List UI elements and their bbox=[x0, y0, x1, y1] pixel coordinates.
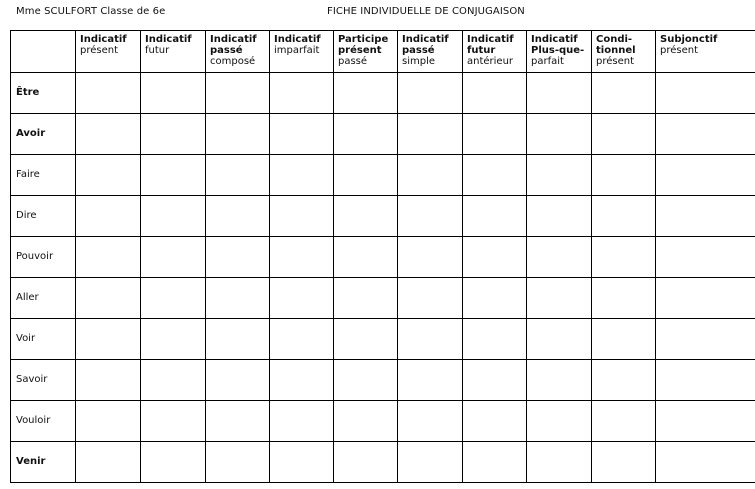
conjugation-answer-cell bbox=[527, 278, 592, 319]
conjugation-answer-cell bbox=[656, 442, 755, 483]
tense-header-line: Condi- bbox=[596, 34, 633, 45]
conjugation-answer-cell bbox=[527, 114, 592, 155]
tense-header-line: Subjonctif bbox=[660, 34, 718, 45]
conjugation-answer-cell bbox=[398, 73, 463, 114]
conjugation-answer-cell bbox=[141, 73, 206, 114]
conjugation-answer-cell bbox=[334, 237, 398, 278]
conjugation-answer-cell bbox=[656, 319, 755, 360]
table-header-row bbox=[11, 31, 755, 73]
worksheet-title: FICHE INDIVIDUELLE DE CONJUGAISON bbox=[327, 6, 525, 17]
conjugation-answer-cell bbox=[656, 73, 755, 114]
conjugation-answer-cell bbox=[141, 319, 206, 360]
conjugation-answer-cell bbox=[527, 360, 592, 401]
conjugation-answer-cell bbox=[592, 278, 656, 319]
tense-header-line: Indicatif bbox=[80, 34, 127, 45]
conjugation-answer-cell bbox=[141, 442, 206, 483]
tense-header-line: présent bbox=[338, 45, 382, 56]
conjugation-answer-cell bbox=[527, 401, 592, 442]
tense-header-line: présent bbox=[660, 45, 699, 56]
conjugation-answer-cell bbox=[592, 155, 656, 196]
conjugation-answer-cell bbox=[656, 360, 755, 401]
tense-column-header bbox=[76, 31, 141, 73]
conjugation-answer-cell bbox=[334, 155, 398, 196]
conjugation-answer-cell bbox=[463, 73, 527, 114]
conjugation-answer-cell bbox=[270, 278, 334, 319]
conjugation-answer-cell bbox=[527, 442, 592, 483]
conjugation-answer-cell bbox=[463, 155, 527, 196]
conjugation-answer-cell bbox=[656, 401, 755, 442]
tense-header-line: présent bbox=[596, 56, 635, 67]
conjugation-answer-cell bbox=[76, 401, 141, 442]
conjugation-answer-cell bbox=[592, 196, 656, 237]
conjugation-answer-cell bbox=[398, 237, 463, 278]
verb-row bbox=[11, 114, 755, 155]
conjugation-answer-cell bbox=[206, 278, 270, 319]
tense-header-line: futur bbox=[467, 45, 496, 56]
tense-header-line: simple bbox=[402, 56, 436, 67]
conjugation-answer-cell bbox=[463, 237, 527, 278]
verb-row bbox=[11, 442, 755, 483]
conjugation-answer-cell bbox=[463, 278, 527, 319]
conjugation-answer-cell bbox=[206, 114, 270, 155]
conjugation-answer-cell bbox=[270, 442, 334, 483]
tense-header-line: passé bbox=[402, 45, 435, 56]
conjugation-answer-cell bbox=[206, 196, 270, 237]
tense-header-line: présent bbox=[80, 45, 119, 56]
conjugation-answer-cell bbox=[334, 114, 398, 155]
conjugation-answer-cell bbox=[270, 319, 334, 360]
conjugation-answer-cell bbox=[398, 319, 463, 360]
conjugation-answer-cell bbox=[463, 360, 527, 401]
conjugation-answer-cell bbox=[656, 278, 755, 319]
conjugation-answer-cell bbox=[141, 155, 206, 196]
conjugation-answer-cell bbox=[76, 278, 141, 319]
conjugation-answer-cell bbox=[527, 196, 592, 237]
conjugation-answer-cell bbox=[592, 360, 656, 401]
conjugation-answer-cell bbox=[527, 73, 592, 114]
conjugation-answer-cell bbox=[592, 319, 656, 360]
tense-header-line: tionnel bbox=[596, 45, 636, 56]
conjugation-answer-cell bbox=[76, 442, 141, 483]
conjugation-answer-cell bbox=[656, 114, 755, 155]
tense-header-line: Indicatif bbox=[402, 34, 449, 45]
conjugation-answer-cell bbox=[398, 155, 463, 196]
verb-row bbox=[11, 237, 755, 278]
conjugation-answer-cell bbox=[656, 196, 755, 237]
conjugation-answer-cell bbox=[76, 319, 141, 360]
conjugation-answer-cell bbox=[592, 442, 656, 483]
tense-header-line: Indicatif bbox=[145, 34, 192, 45]
verb-row bbox=[11, 155, 755, 196]
conjugation-answer-cell bbox=[141, 237, 206, 278]
conjugation-answer-cell bbox=[270, 237, 334, 278]
conjugation-answer-cell bbox=[334, 401, 398, 442]
conjugation-answer-cell bbox=[592, 73, 656, 114]
conjugation-answer-cell bbox=[141, 401, 206, 442]
conjugation-answer-cell bbox=[206, 73, 270, 114]
conjugation-answer-cell bbox=[463, 401, 527, 442]
table-corner-cell bbox=[11, 31, 76, 73]
conjugation-answer-cell bbox=[141, 278, 206, 319]
tense-column-header bbox=[141, 31, 206, 73]
conjugation-answer-cell bbox=[334, 360, 398, 401]
verb-row bbox=[11, 319, 755, 360]
conjugation-answer-cell bbox=[206, 237, 270, 278]
conjugation-answer-cell bbox=[206, 155, 270, 196]
verb-label: Pouvoir bbox=[11, 237, 76, 278]
conjugation-answer-cell bbox=[527, 237, 592, 278]
conjugation-answer-cell bbox=[141, 360, 206, 401]
conjugation-answer-cell bbox=[76, 73, 141, 114]
conjugation-answer-cell bbox=[463, 319, 527, 360]
tense-column-header bbox=[592, 31, 656, 73]
conjugation-answer-cell bbox=[398, 360, 463, 401]
conjugation-answer-cell bbox=[334, 278, 398, 319]
conjugation-answer-cell bbox=[141, 196, 206, 237]
verb-row bbox=[11, 73, 755, 114]
verb-row bbox=[11, 278, 755, 319]
conjugation-answer-cell bbox=[334, 319, 398, 360]
conjugation-answer-cell bbox=[206, 401, 270, 442]
conjugation-table bbox=[10, 30, 755, 483]
conjugation-answer-cell bbox=[270, 360, 334, 401]
conjugation-answer-cell bbox=[270, 155, 334, 196]
conjugation-answer-cell bbox=[398, 114, 463, 155]
conjugation-answer-cell bbox=[463, 114, 527, 155]
tense-column-header bbox=[463, 31, 527, 73]
verb-label: Faire bbox=[11, 155, 76, 196]
conjugation-answer-cell bbox=[527, 319, 592, 360]
conjugation-answer-cell bbox=[76, 237, 141, 278]
conjugation-answer-cell bbox=[76, 360, 141, 401]
conjugation-answer-cell bbox=[76, 196, 141, 237]
conjugation-answer-cell bbox=[270, 114, 334, 155]
conjugation-answer-cell bbox=[206, 360, 270, 401]
verb-label: Être bbox=[11, 73, 76, 114]
conjugation-answer-cell bbox=[592, 401, 656, 442]
tense-column-header bbox=[398, 31, 463, 73]
conjugation-answer-cell bbox=[76, 155, 141, 196]
conjugation-answer-cell bbox=[398, 442, 463, 483]
conjugation-answer-cell bbox=[592, 114, 656, 155]
tense-column-header bbox=[656, 31, 755, 73]
tense-header-line: parfait bbox=[531, 56, 564, 67]
conjugation-answer-cell bbox=[206, 442, 270, 483]
tense-header-line: antérieur bbox=[467, 56, 514, 67]
tense-column-header bbox=[527, 31, 592, 73]
tense-header-line: Indicatif bbox=[467, 34, 514, 45]
tense-header-line: futur bbox=[145, 45, 170, 56]
verb-row bbox=[11, 360, 755, 401]
teacher-class-label: Mme SCULFORT Classe de 6e bbox=[16, 6, 166, 17]
conjugation-answer-cell bbox=[463, 442, 527, 483]
conjugation-answer-cell bbox=[527, 155, 592, 196]
conjugation-answer-cell bbox=[76, 114, 141, 155]
tense-header-line: composé bbox=[210, 56, 256, 67]
tense-header-line: passé bbox=[338, 56, 368, 67]
tense-header-line: Indicatif bbox=[274, 34, 321, 45]
tense-header-line: Plus-que- bbox=[531, 45, 585, 56]
verb-label: Avoir bbox=[11, 114, 76, 155]
tense-column-header bbox=[270, 31, 334, 73]
conjugation-answer-cell bbox=[398, 196, 463, 237]
verb-label: Savoir bbox=[11, 360, 76, 401]
tense-header-line: Indicatif bbox=[210, 34, 257, 45]
table-body bbox=[11, 73, 755, 483]
tense-header-line: imparfait bbox=[274, 45, 320, 56]
conjugation-answer-cell bbox=[656, 237, 755, 278]
verb-label: Voir bbox=[11, 319, 76, 360]
conjugation-answer-cell bbox=[398, 278, 463, 319]
conjugation-answer-cell bbox=[270, 196, 334, 237]
verb-row bbox=[11, 196, 755, 237]
conjugation-answer-cell bbox=[334, 196, 398, 237]
conjugation-answer-cell bbox=[398, 401, 463, 442]
conjugation-answer-cell bbox=[141, 114, 206, 155]
tense-header-line: passé bbox=[210, 45, 243, 56]
tense-header-line: Indicatif bbox=[531, 34, 578, 45]
conjugation-answer-cell bbox=[206, 319, 270, 360]
conjugation-answer-cell bbox=[270, 401, 334, 442]
conjugation-answer-cell bbox=[592, 237, 656, 278]
verb-row bbox=[11, 401, 755, 442]
verb-label: Aller bbox=[11, 278, 76, 319]
conjugation-answer-cell bbox=[334, 442, 398, 483]
conjugation-answer-cell bbox=[334, 73, 398, 114]
verb-label: Venir bbox=[11, 442, 76, 483]
conjugation-answer-cell bbox=[270, 73, 334, 114]
tense-column-header bbox=[334, 31, 398, 73]
conjugation-answer-cell bbox=[463, 196, 527, 237]
verb-label: Vouloir bbox=[11, 401, 76, 442]
verb-label: Dire bbox=[11, 196, 76, 237]
conjugation-answer-cell bbox=[656, 155, 755, 196]
tense-column-header bbox=[206, 31, 270, 73]
tense-header-line: Participe bbox=[338, 34, 389, 45]
